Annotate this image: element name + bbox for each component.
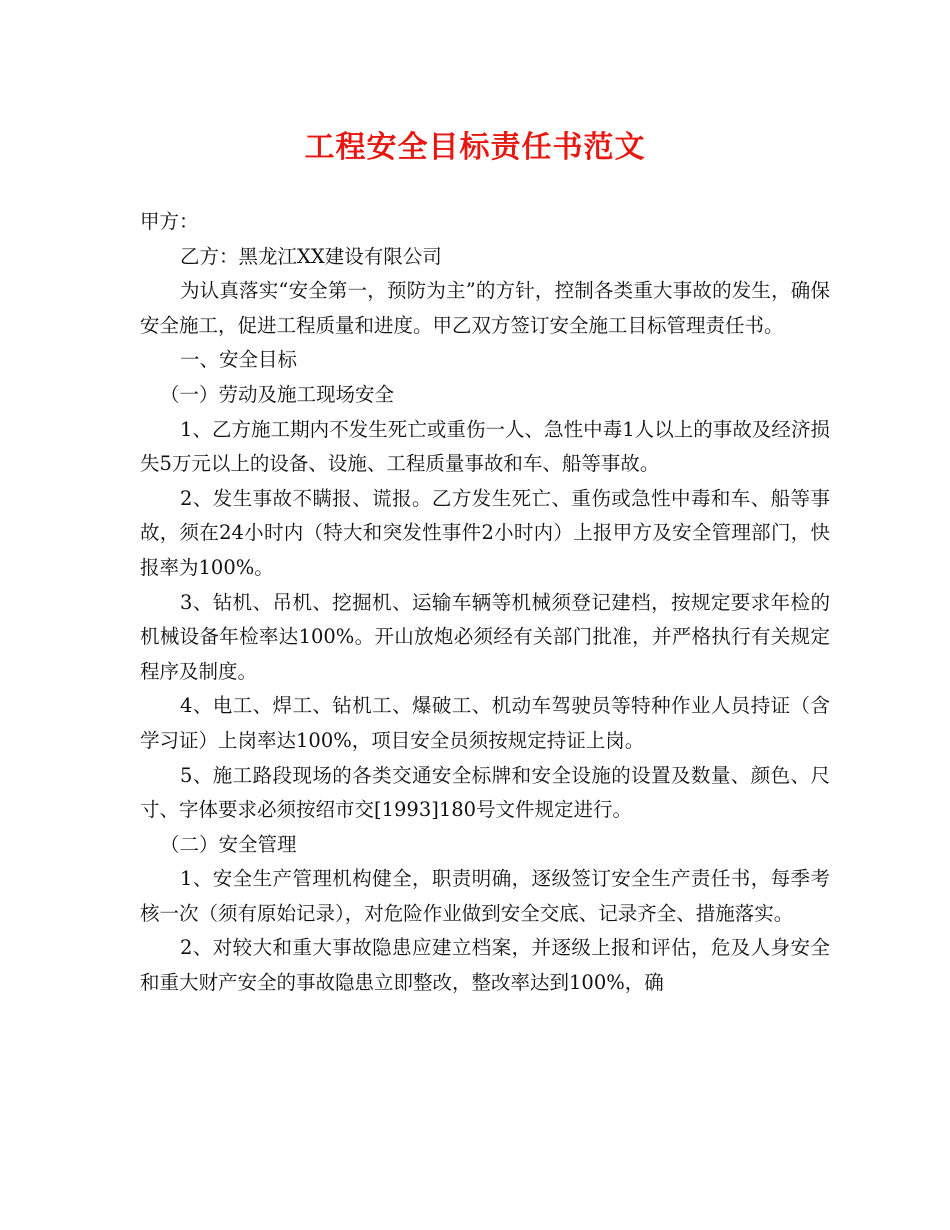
- paragraph-party-a: 甲方：: [140, 210, 199, 233]
- paragraph-intro: 为认真落实“安全第一，预防为主”的方针，控制各类重大事故的发生，确保安全施工，促进工程质量和进度。甲乙双方签订安全施工目标管理责任书。: [140, 279, 830, 337]
- paragraph-management-item-2: 2、对较大和重大事故隐患应建立档案，并逐级上报和评估，危及人身安全和重大财产安全的事故隐患立即整改，整改率达到100%，确: [140, 936, 830, 995]
- document-title: 工程安全目标责任书范文: [304, 130, 646, 165]
- paragraph-item-4: 4、电工、焊工、钻机工、爆破工、机动车驾驶员等特种作业人员持证（含学习证）上岗率达100%，项目安全员须按规定持证上岗。: [140, 694, 830, 752]
- paragraph-party-b: 乙方：黑龙江XX建设有限公司: [180, 244, 442, 268]
- paragraph-item-5: 5、施工路段现场的各类交通安全标牌和安全设施的设置及数量、颜色、尺寸、字体要求必须按绍市交[1993]180号文件规定进行。: [140, 763, 830, 822]
- subsection-heading-labor-site-safety: （一）劳动及施工现场安全: [160, 382, 395, 406]
- subsection-heading-safety-management: （二）安全管理: [160, 832, 297, 856]
- paragraph-item-2: 2、发生事故不瞒报、谎报。乙方发生死亡、重伤或急性中毒和车、船等事故，须在24小时内（特大和突发性事件2小时内）上报甲方及安全管理部门，快报率为100%。: [140, 486, 830, 579]
- paragraph-management-item-1: 1、安全生产管理机构健全，职责明确，逐级签订安全生产责任书，每季考核一次（须有原始记录），对危险作业做到安全交底、记录齐全、措施落实。: [140, 867, 830, 925]
- document-body: [140, 205, 830, 1001]
- paragraph-item-3: 3、钻机、吊机、挖掘机、运输车辆等机械须登记建档，按规定要求年检的机械设备年检率达100%。开山放炮必须经有关部门批准，并严格执行有关规定程序及制度。: [140, 590, 830, 683]
- section-heading-safety-goals: 一、安全目标: [180, 348, 298, 372]
- paragraph-item-1: 1、乙方施工期内不发生死亡或重伤一人、急性中毒1人以上的事故及经济损失5万元以上的设备、设施、工程质量事故和车、船等事故。: [140, 417, 830, 476]
